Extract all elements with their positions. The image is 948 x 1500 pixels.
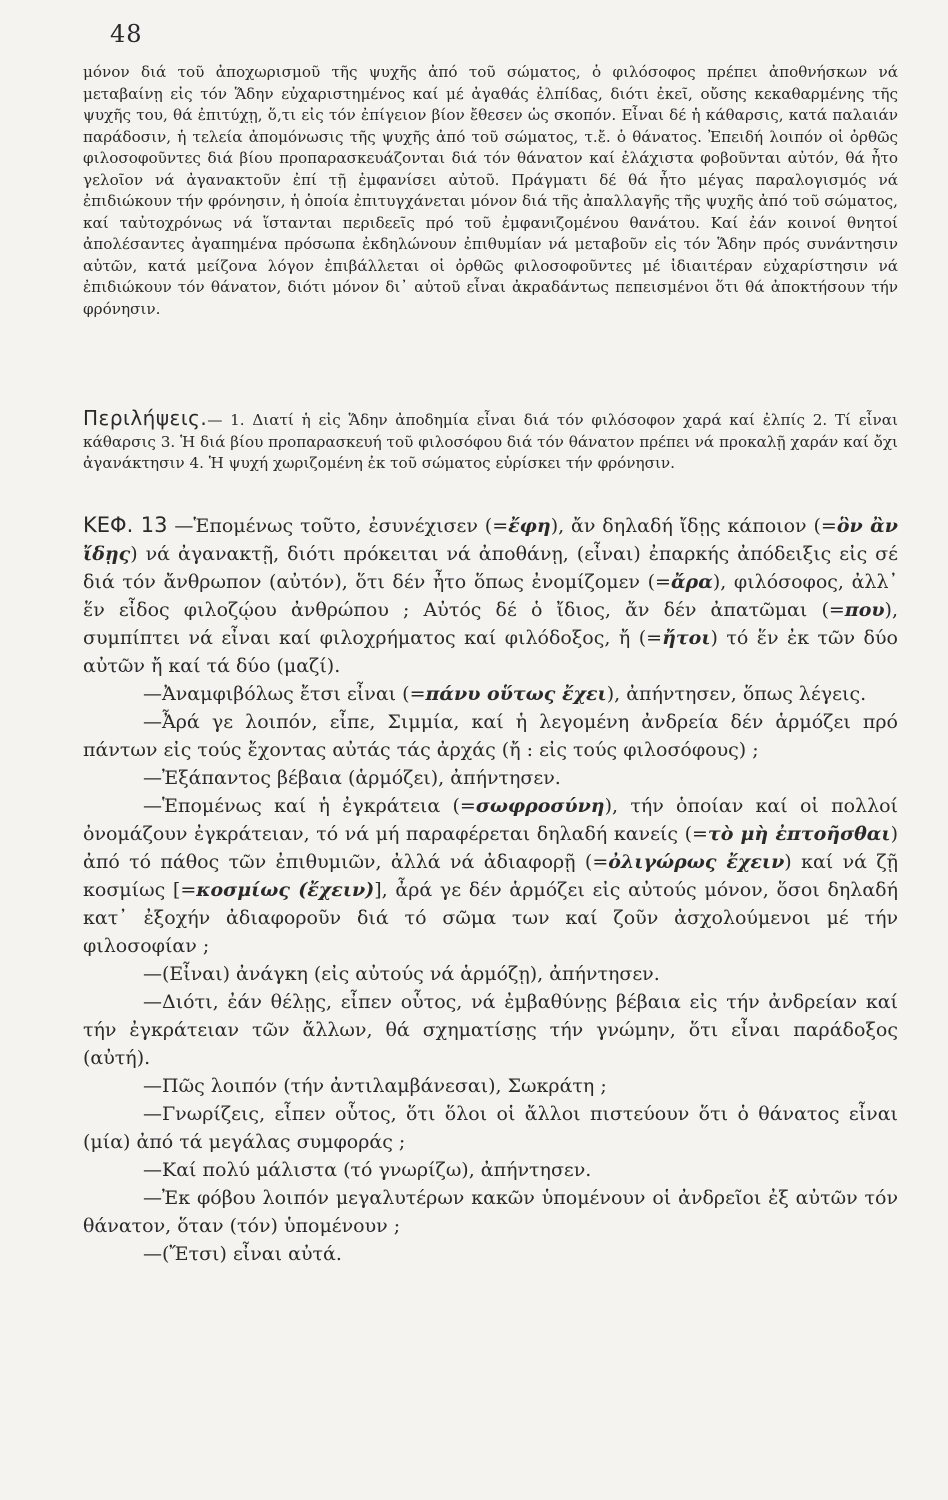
text-run: ), συμπίπτει νά εἶναι καί φιλοχρήματος καί φιλόδοξος, ἤ (=	[83, 599, 898, 649]
translation-paragraph-12: —(Ἔτσι) εἶναι αὐτά.	[143, 1243, 342, 1265]
translation-paragraph-3: —Ἆρά γε λοιπόν, εἶπε, Σιμμία, καί ἡ λεγομένη ἀνδρεία δέν ἁρμόζει πρό πάντων εἰς τούς ἔχοντας αὐτάς τάς ἀρχάς (ἤ : εἰς τούς φιλοσόφους) ;	[83, 711, 898, 761]
greek-gloss: ἔφη	[508, 515, 551, 537]
summary-section	[83, 408, 898, 475]
text-run: —Ἀναμφιβόλως ἔτσι εἶναι (=	[143, 683, 426, 705]
text-run: ) τό ἕν ἐκ τῶν δύο αὐτῶν ἤ καί τά δύο (μαζί).	[83, 627, 898, 677]
translation-paragraph-6: —(Εἶναι) ἀνάγκη (εἰς αὐτούς νά ἁρμόζῃ), ἀπήντησεν.	[143, 963, 660, 985]
chapter-label: ΚΕΦ. 13	[83, 513, 168, 537]
greek-gloss: κοσμίως (ἔχειν)	[196, 879, 375, 901]
text-run: ) νά ἀγανακτῇ, διότι πρόκειται νά ἀποθάνῃ, (εἶναι) ἐπαρκής ἀπόδειξις εἰς σέ διά τόν ἄνθρωπον (αὐτόν), ὅτι δέν ἦτο ὅπως ἐνομίζομεν (=	[83, 543, 898, 593]
translation-paragraph-10: —Καί πολύ μάλιστα (τό γνωρίζω), ἀπήντησεν.	[143, 1159, 592, 1181]
translation-paragraph-2	[83, 680, 898, 708]
summary-heading: Περιλήψεις.	[83, 406, 208, 430]
text-run: ) ἀπό τό πάθος τῶν ἐπιθυμιῶν, ἀλλά νά ἀδιαφορῇ (=	[83, 823, 898, 873]
summary-paragraph	[83, 408, 898, 475]
greek-gloss: πάνυ οὕτως ἔχει	[425, 683, 607, 705]
greek-gloss: που	[844, 599, 885, 621]
text-run: ), τήν ὁποίαν καί οἱ πολλοί ὀνομάζουν ἐγκράτειαν, τό νά μή παραφέρεται δηλαδή κανείς (=	[83, 795, 898, 845]
text-run: —Ἑπομένως καί ἡ ἐγκράτεια (=	[143, 795, 476, 817]
translation-section	[83, 511, 898, 1268]
page-number: 48	[110, 20, 143, 48]
greek-gloss: ὃν ἂν ἴδῃς	[83, 515, 898, 565]
text-run: ], ἆρά γε δέν ἁρμόζει εἰς αὐτούς μόνον, ὅσοι δηλαδή κατ᾿ ἐξοχήν ἀδιαφοροῦν διά τό σῶμα των καί ζοῦν ἀσχολούμενοι μέ τήν φιλοσοφίαν ;	[83, 879, 898, 957]
greek-gloss: ὀλιγώρως ἔχειν	[608, 851, 785, 873]
translation-paragraph-9: —Γνωρίζεις, εἶπεν οὗτος, ὅτι ὅλοι οἱ ἄλλοι πιστεύουν ὅτι ὁ θάνατος εἶναι (μία) ἀπό τά μεγάλας συμφοράς ;	[83, 1103, 898, 1153]
translation-paragraph-5	[83, 792, 898, 960]
commentary-paragraph: μόνον διά τοῦ ἀποχωρισμοῦ τῆς ψυχῆς ἀπό τοῦ σώματος, ὁ φιλόσοφος πρέπει ἀποθνήσκων νά μεταβαίνῃ εἰς τόν Ἅδην εὐχαριστημένος καί μέ ἀγαθάς ἐλπίδας, διότι ἐκεῖ, οὔσης κεκαθαρμένης τῆς ψυχῆς του, θά ἐπιτύχῃ, ὅ,τι εἰς τόν ἐπίγειον βίον ἔθεσεν ὡς σκοπόν. Εἶναι δέ ἡ κάθαρσις, κατά παλαιάν παράδοσιν, ἡ τελεία ἀπομόνωσις τῆς ψυχῆς ἀπό τοῦ σώματος, τ.ἔ. ὁ θάνατος. Ἐπειδή λοιπόν οἱ ὀρθῶς φιλοσοφοῦντες διά βίου προπαρασκευάζονται διά τόν θάνατον καί ἐλάχιστα φοβοῦνται αὐτόν, θά ἦτο γελοῖον νά ἀγανακτοῦν ἐπί τῇ ἐμφανίσει αὐτοῦ. Πράγματι δέ θά ἦτο μέγας παραλογισμός νά ἐπιδιώκουν τήν φρόνησιν, ἡ ὁποία ἐπιτυγχάνεται μόνον διά τῆς ἀπαλλαγῆς τῆς ψυχῆς ἀπό τοῦ σώματος, καί ταὐτοχρόνως νά ἵστανται περιδεεῖς πρό τοῦ ἐμφανιζομένου θανάτου. Καί ἐάν κοινοί θνητοί ἀπολέσαντες ἀγαπημένα πρόσωπα ἐκδηλώνουν ἐπιθυμίαν νά μεταβοῦν εἰς τόν Ἅδην πρός συνάντησιν αὐτῶν, κατά μείζονα λόγον ἐπιβάλλεται οἱ ὀρθῶς φιλοσοφοῦντες μέ ἰδιαιτέραν εὐχαρίστησιν νά ἐπιδιώκουν τόν θάνατον, διότι μόνον δι᾿ αὐτοῦ εἶναι ἀκραδάντως πεπεισμένοι ὅτι θά ἀποκτήσουν τήν φρόνησιν.	[83, 63, 898, 318]
text-run: ) καί νά ζῇ κοσμίως [=	[83, 851, 898, 901]
translation-paragraph-7: —Διότι, ἐάν θέλῃς, εἶπεν οὗτος, νά ἐμβαθύνῃς βέβαια εἰς τήν ἀνδρείαν καί τήν ἐγκράτειαν τῶν ἄλλων, θά σχηματίσῃς τήν γνώμην, ὅτι εἶναι παράδοξος (αὐτή).	[83, 991, 898, 1069]
text-run: ), ἀπήντησεν, ὅπως λέγεις.	[606, 683, 867, 705]
greek-gloss: ἄρα	[670, 571, 713, 593]
translation-paragraph-4: —Ἐξάπαντος βέβαια (ἁρμόζει), ἀπήντησεν.	[143, 767, 561, 789]
translation-paragraph-8: —Πῶς λοιπόν (τήν ἀντιλαμβάνεσαι), Σωκράτη ;	[143, 1075, 607, 1097]
text-run: ), φιλόσοφος, ἀλλ᾿ ἕν εἶδος φιλοζῴου ἀνθρώπου ; Αὐτός δέ ὁ ἴδιος, ἄν δέν ἀπατῶμαι (=	[83, 571, 899, 621]
greek-gloss: σωφροσύνη	[475, 795, 605, 817]
summary-dash: —	[207, 411, 223, 429]
summary-text: 1. Διατί ἡ εἰς Ἅδην ἀποδημία εἶναι διά τόν φιλόσοφον χαρά καί ἐλπίς 2. Τί εἶναι κάθαρσις 3. Ἡ διά βίου προπαρασκευή τοῦ φιλοσόφου διά τόν θάνατον πρέπει νά προκαλῇ χαράν καί ὄχι ἀγανάκτησιν 4. Ἡ ψυχή χωριζομένη ἐκ τοῦ σώματος εὑρίσκει τήν φρόνησιν.	[83, 411, 898, 472]
translation-paragraph-1	[83, 511, 898, 680]
text-run: ), ἄν δηλαδή ἴδῃς κάποιον (=	[550, 515, 837, 537]
text-run: —Ἑπομένως τοῦτο, ἐσυνέχισεν (=	[167, 515, 509, 537]
commentary-section	[83, 62, 898, 320]
translation-paragraph-11: —Ἐκ φόβου λοιπόν μεγαλυτέρων κακῶν ὑπομένουν οἱ ἀνδρεῖοι ἐξ αὐτῶν τόν θάνατον, ὅταν (τόν) ὑπομένουν ;	[83, 1187, 898, 1237]
greek-gloss: τὸ μὴ ἐπτοῆσθαι	[707, 823, 891, 845]
greek-gloss: ἤτοι	[662, 627, 711, 649]
